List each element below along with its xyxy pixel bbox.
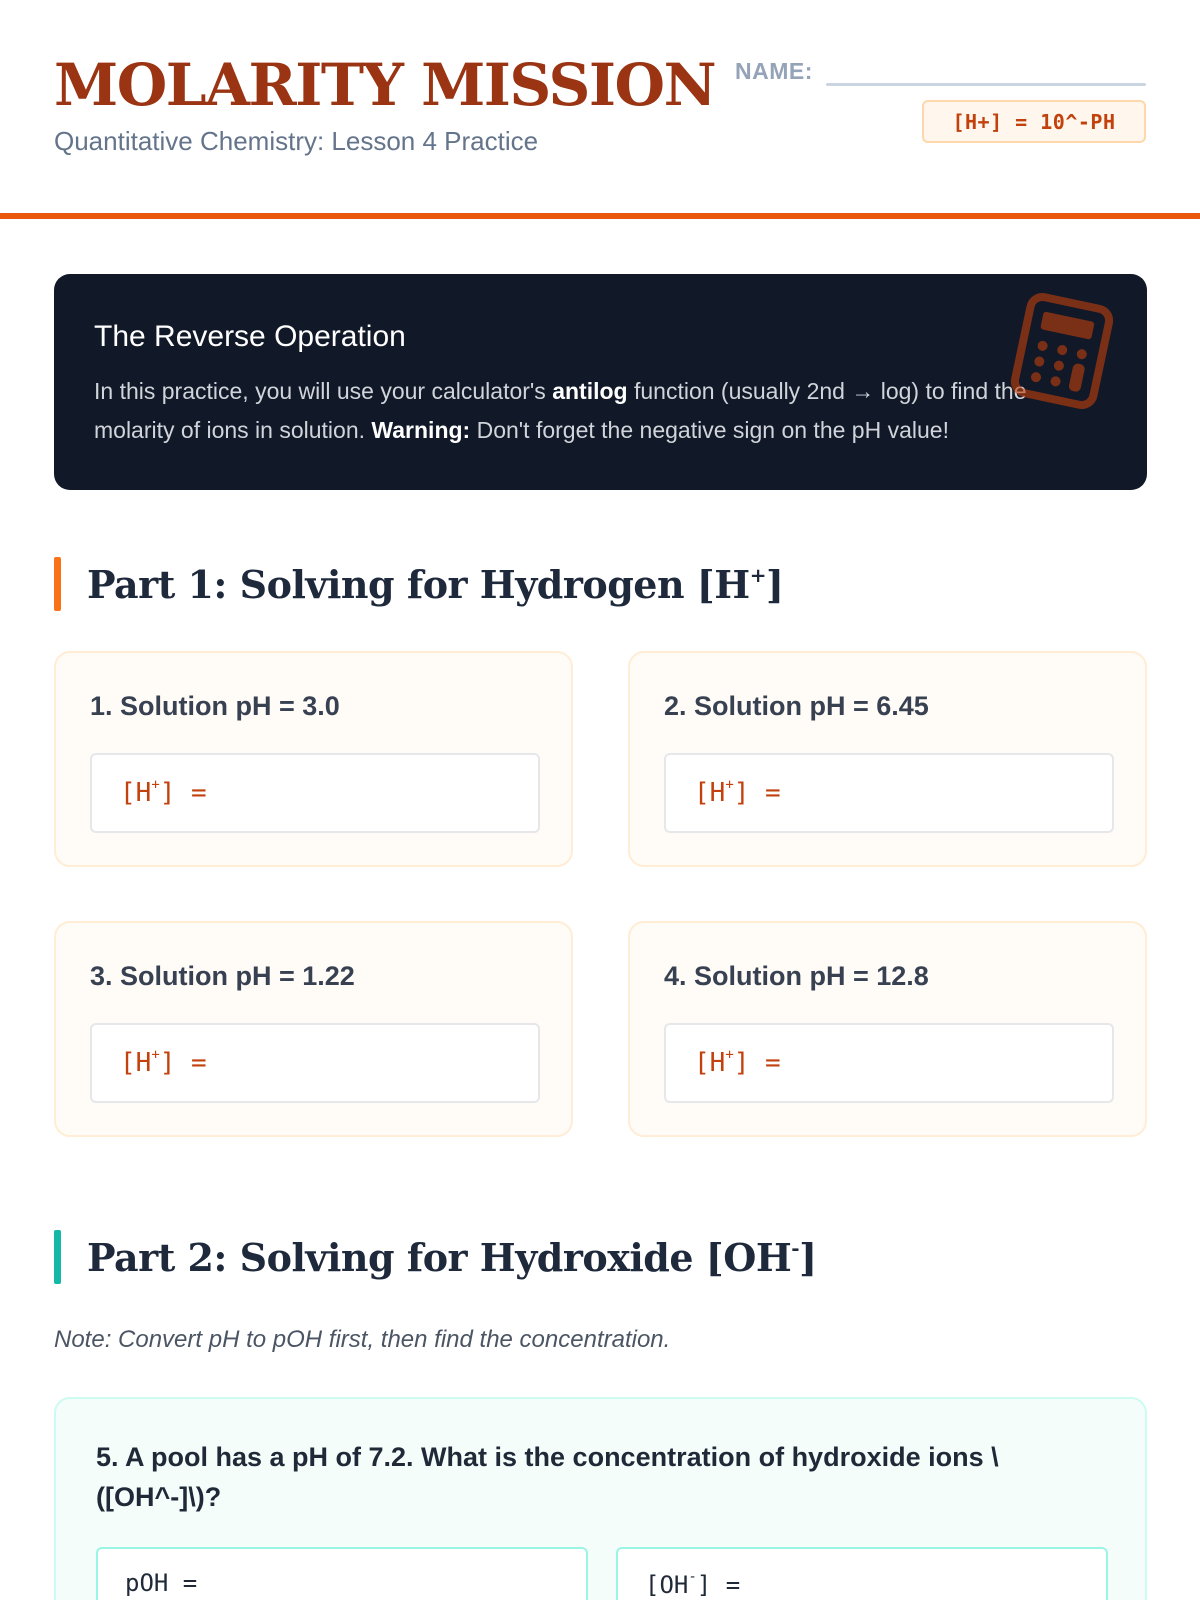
question-label: 3. Solution pH = 1.22 bbox=[90, 961, 355, 991]
worksheet-header bbox=[0, 0, 1200, 220]
question-label: 2. Solution pH = 6.45 bbox=[664, 691, 929, 721]
header-divider bbox=[0, 213, 1200, 219]
calculator-icon bbox=[1002, 287, 1123, 415]
part2-accent-bar bbox=[54, 1230, 61, 1284]
intro-text: In this practice, you will use your calculator's antilog function (usually 2nd → log) to find the molarity of ions in solution. Warning: Don't forget the negative sign on the pH value! bbox=[94, 378, 1027, 443]
answer-prompt: [H+] = bbox=[694, 777, 781, 808]
part1-title: Part 1: Solving for Hydrogen [H+] bbox=[87, 561, 784, 607]
formula-badge: [H+] = 10^-PH bbox=[922, 100, 1146, 143]
question-card-1 bbox=[54, 651, 573, 867]
answer-field-h[interactable] bbox=[90, 753, 540, 833]
answer-prompt: [H+] = bbox=[694, 1047, 781, 1078]
page-title: MOLARITY MISSION bbox=[54, 51, 716, 119]
answer-field-h[interactable] bbox=[664, 1023, 1114, 1103]
question-card-2 bbox=[628, 651, 1147, 867]
question-card-5 bbox=[54, 1397, 1147, 1600]
answer-prompt: [H+] = bbox=[120, 1047, 207, 1078]
question-5-text: 5. A pool has a pH of 7.2. What is the concentration of hydroxide ions \([OH^-]\)? bbox=[96, 1442, 999, 1512]
part2-heading bbox=[54, 1230, 817, 1284]
poh-answer-field[interactable] bbox=[96, 1547, 588, 1600]
part1-accent-bar bbox=[54, 557, 61, 611]
part2-title: Part 2: Solving for Hydroxide [OH-] bbox=[87, 1234, 817, 1280]
part2-note: Note: Convert pH to pOH first, then find the concentration. bbox=[54, 1326, 671, 1353]
question-label: 1. Solution pH = 3.0 bbox=[90, 691, 340, 721]
answer-field-h[interactable] bbox=[664, 753, 1114, 833]
question-label: 4. Solution pH = 12.8 bbox=[664, 961, 929, 991]
answer-prompt: [H+] = bbox=[120, 777, 207, 808]
intro-title: The Reverse Operation bbox=[94, 320, 406, 353]
question-card-4 bbox=[628, 921, 1147, 1137]
name-label: NAME: bbox=[735, 58, 813, 84]
question-card-3 bbox=[54, 921, 573, 1137]
part1-heading bbox=[54, 557, 783, 611]
answer-field-h[interactable] bbox=[90, 1023, 540, 1103]
name-field[interactable] bbox=[826, 83, 1146, 86]
page-subtitle: Quantitative Chemistry: Lesson 4 Practice bbox=[54, 126, 539, 156]
intro-card bbox=[54, 274, 1147, 490]
poh-prompt: pOH = bbox=[125, 1569, 198, 1597]
oh-answer-field[interactable] bbox=[616, 1547, 1108, 1600]
oh-prompt: [OH-] = bbox=[645, 1569, 741, 1599]
